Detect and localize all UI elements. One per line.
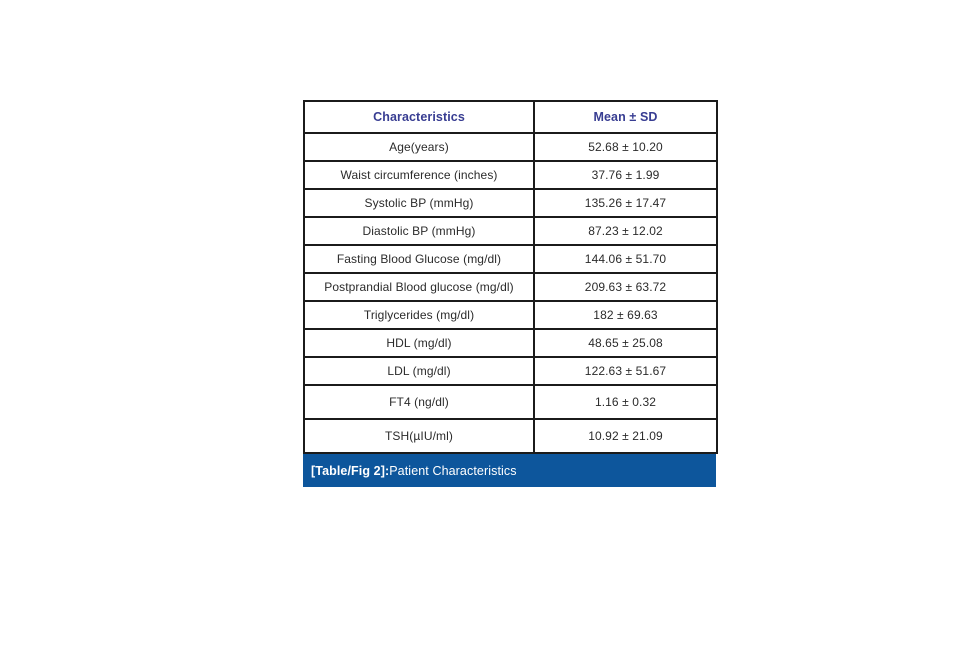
table-row [304, 133, 717, 161]
characteristic-cell: Waist circumference (inches) [304, 161, 534, 189]
characteristic-cell: FT4 (ng/dl) [304, 385, 534, 419]
table-row [304, 301, 717, 329]
characteristic-cell: Diastolic BP (mmHg) [304, 217, 534, 245]
value-cell: 37.76 ± 1.99 [534, 161, 717, 189]
table-row [304, 273, 717, 301]
value-cell: 122.63 ± 51.67 [534, 357, 717, 385]
value-cell: 209.63 ± 63.72 [534, 273, 717, 301]
table-row [304, 419, 717, 453]
value-cell: 135.26 ± 17.47 [534, 189, 717, 217]
caption-label: [Table/Fig 2]: [311, 463, 390, 478]
value-cell: 10.92 ± 21.09 [534, 419, 717, 453]
characteristic-cell: TSH(µIU/ml) [304, 419, 534, 453]
table-row [304, 217, 717, 245]
column-header-mean-sd: Mean ± SD [534, 101, 717, 133]
value-cell: 87.23 ± 12.02 [534, 217, 717, 245]
value-cell: 1.16 ± 0.32 [534, 385, 717, 419]
value-cell: 48.65 ± 25.08 [534, 329, 717, 357]
table-row [304, 161, 717, 189]
characteristic-cell: Systolic BP (mmHg) [304, 189, 534, 217]
caption-text: Patient Characteristics [389, 463, 517, 478]
value-cell: 144.06 ± 51.70 [534, 245, 717, 273]
table-header-row [304, 101, 717, 133]
table-row [304, 357, 717, 385]
table-row [304, 385, 717, 419]
table-row [304, 329, 717, 357]
characteristic-cell: Age(years) [304, 133, 534, 161]
value-cell: 52.68 ± 10.20 [534, 133, 717, 161]
characteristic-cell: Fasting Blood Glucose (mg/dl) [304, 245, 534, 273]
patient-characteristics-table [303, 100, 718, 454]
characteristic-cell: Triglycerides (mg/dl) [304, 301, 534, 329]
column-header-characteristics: Characteristics [304, 101, 534, 133]
characteristic-cell: Postprandial Blood glucose (mg/dl) [304, 273, 534, 301]
table-figure [303, 100, 716, 487]
table-caption [303, 454, 716, 487]
table-row [304, 245, 717, 273]
table-row [304, 189, 717, 217]
characteristic-cell: LDL (mg/dl) [304, 357, 534, 385]
value-cell: 182 ± 69.63 [534, 301, 717, 329]
characteristic-cell: HDL (mg/dl) [304, 329, 534, 357]
